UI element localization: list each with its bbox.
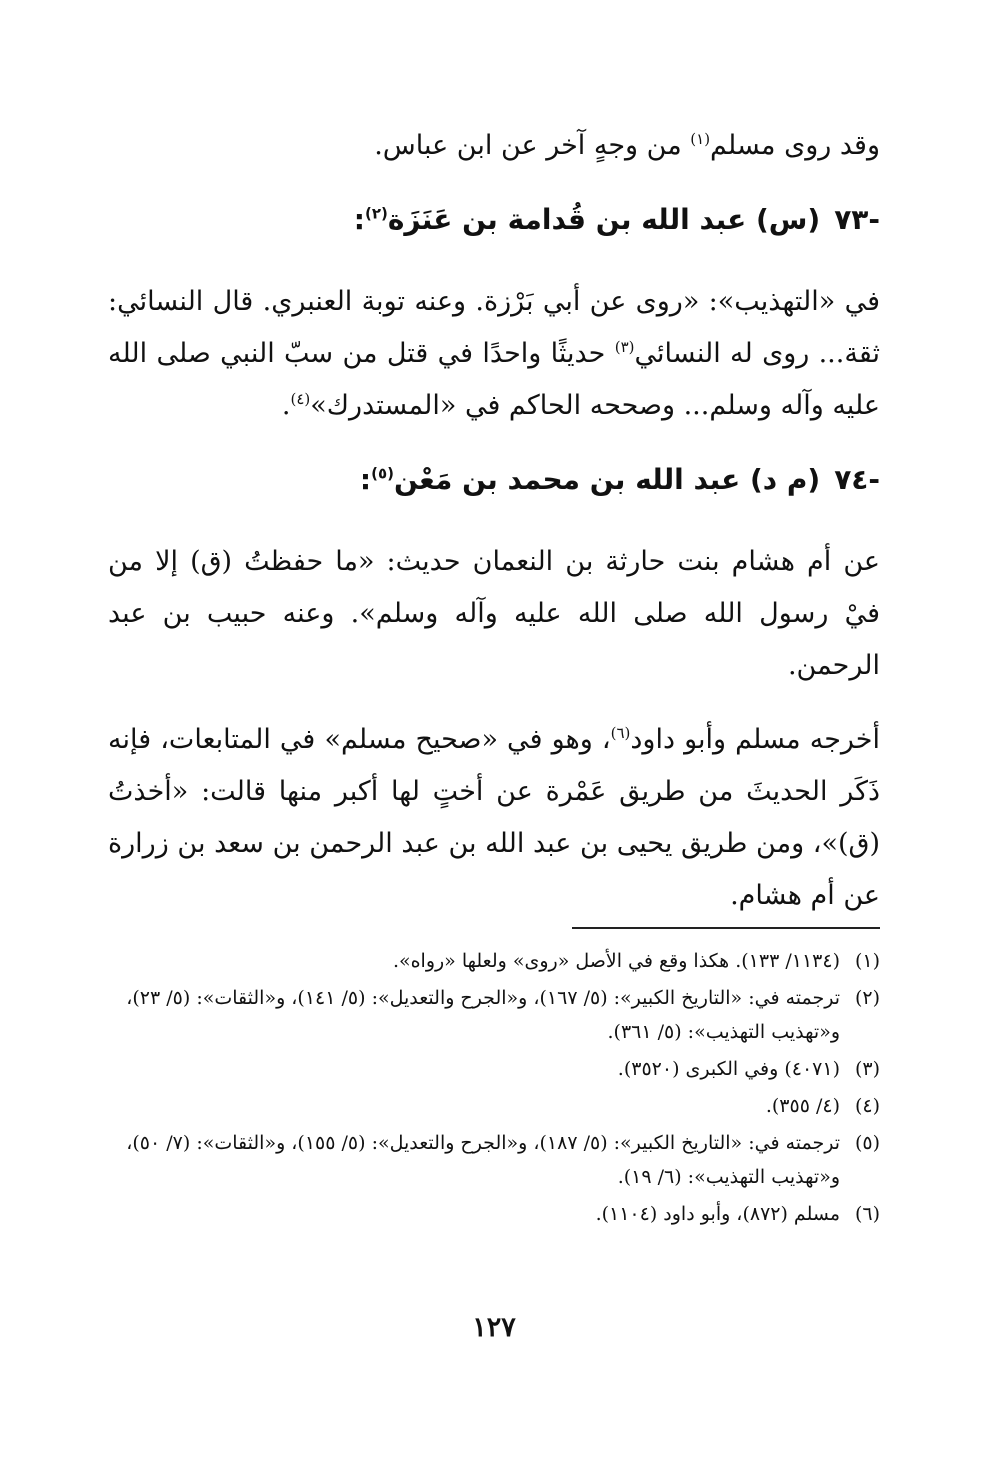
footnote-1 [108, 944, 880, 978]
entry-74-colon: : [359, 463, 372, 496]
footnote-ref-4[interactable]: (٤) [290, 390, 311, 408]
entry-74-paragraph-1: عن أم هشام بنت حارثة بن النعمان حديث: «ما حفظتُ (ق) إلا من فيْ رسول الله صلى الله عليه وآله وسلم». وعنه حبيب بن عبد الرحمن. [108, 546, 880, 681]
entry-74-text-a: أخرجه مسلم وأبو داود [630, 724, 880, 755]
footnote-ref-1[interactable]: (١) [690, 130, 711, 148]
footnote-text: (١١٣٤/ ١٣٣). هكذا وقع في الأصل «روى» ولعلها «رواه». [392, 950, 840, 972]
footnote-number: (٥) [854, 1132, 880, 1154]
entry-73-colon: : [353, 203, 365, 236]
entry-73-number: -٧٣ [834, 203, 880, 236]
entry-73-text-b: حديثًا واحدًا في قتل من سبّ النبي صلى الله عليه وآله وسلم... وصححه الحاكم في «المستدرك» [108, 338, 880, 421]
page-number: ١٢٧ [472, 1312, 516, 1343]
footnote-6 [108, 1197, 880, 1231]
entry-73-paragraph [108, 276, 880, 432]
entry-73-text-c: . [281, 390, 291, 421]
footnote-text: ترجمته في: «التاريخ الكبير»: (٥/ ١٨٧)، و«الجرح والتعديل»: (٥/ ١٥٥)، و«الثقات»: (٧/ ٥٠)، و«تهذيب التهذيب»: (٦/ ١٩). [126, 1132, 840, 1188]
entry-74-text-b: ، وهو في «صحيح مسلم» في المتابعات، فإنه ذَكَر الحديثَ من طريق عَمْرة عن أختٍ لها أكبر منها قالت: «أخذتُ (ق)»، ومن طريق يحيى بن عبد الله بن عبد الرحمن بن سعد بن زرارة عن أم هشام. [108, 724, 880, 911]
intro-text: وقد روى مسلم [710, 130, 880, 161]
footnote-ref-3[interactable]: (٣) [614, 338, 635, 356]
main-text [108, 120, 880, 944]
footnote-text: مسلم (٨٧٢)، وأبو داود (١١٠٤). [595, 1203, 840, 1225]
footnote-number: (٦) [854, 1203, 880, 1225]
footnote-5 [108, 1126, 880, 1194]
entry-74-title: (م د) عبد الله بن محمد بن مَعْن [393, 463, 821, 496]
entry-73-title: (س) عبد الله بن قُدامة بن عَنَزَة [387, 203, 821, 236]
footnote-number: (٢) [854, 987, 880, 1009]
footnote-number: (١) [854, 950, 880, 972]
footnote-number: (٣) [854, 1058, 880, 1080]
footnotes [108, 944, 880, 1234]
footnote-text: (٤٠٧١) وفي الكبرى (٣٥٢٠). [617, 1058, 840, 1080]
footnote-text: (٤/ ٣٥٥). [765, 1095, 840, 1117]
footnote-text: ترجمته في: «التاريخ الكبير»: (٥/ ١٦٧)، و«الجرح والتعديل»: (٥/ ١٤١)، و«الثقات»: (٥/ ٢٣)، و«تهذيب التهذيب»: (٥/ ٣٦١). [126, 987, 840, 1043]
entry-73-text-a: في «التهذيب»: «روى عن أبي بَرْزة. وعنه توبة العنبري. قال النسائي: ثقة... روى له النسائي [108, 286, 880, 369]
intro-paragraph [108, 120, 880, 172]
footnote-3 [108, 1052, 880, 1086]
footnote-ref-2[interactable]: (٢) [364, 204, 388, 223]
footnote-number: (٤) [854, 1095, 880, 1117]
footnote-ref-5[interactable]: (٥) [371, 464, 394, 483]
footnote-4 [108, 1089, 880, 1123]
entry-74-number: -٧٤ [834, 463, 880, 496]
footnote-ref-6[interactable]: (٦) [610, 724, 631, 742]
entry-74-heading [108, 454, 880, 506]
entry-73-heading [108, 194, 880, 246]
footnote-separator [572, 927, 880, 929]
intro-text-end: من وجهٍ آخر عن ابن عباس. [374, 130, 691, 161]
footnote-2 [108, 981, 880, 1049]
entry-74-paragraph-2 [108, 714, 880, 922]
